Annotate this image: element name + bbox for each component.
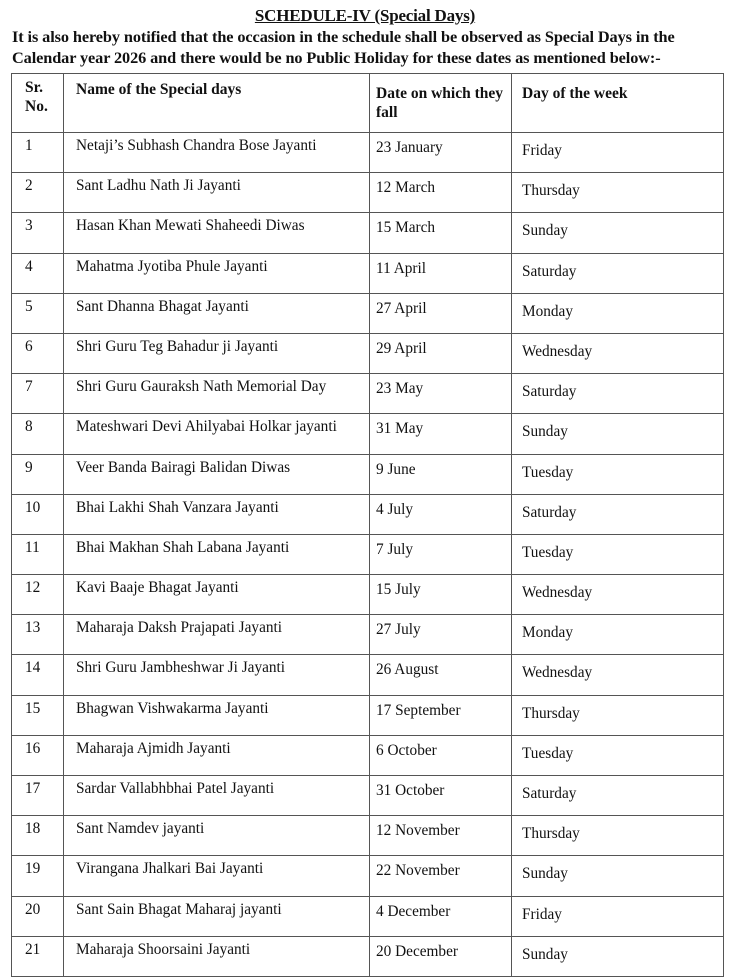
cell-date: 27 April xyxy=(370,293,512,333)
cell-day: Saturday xyxy=(512,374,724,414)
cell-sr-no: 13 xyxy=(12,615,64,655)
cell-date: 26 August xyxy=(370,655,512,695)
table-row xyxy=(12,615,724,655)
cell-sr-no: 3 xyxy=(12,213,64,253)
cell-name: Sant Namdev jayanti xyxy=(64,816,370,856)
table-row xyxy=(12,454,724,494)
cell-name: Sardar Vallabhbhai Patel Jayanti xyxy=(64,776,370,816)
cell-date: 9 June xyxy=(370,454,512,494)
cell-sr-no: 6 xyxy=(12,333,64,373)
table-row xyxy=(12,575,724,615)
cell-name: Maharaja Shoorsaini Jayanti xyxy=(64,936,370,976)
cell-day: Wednesday xyxy=(512,655,724,695)
header-name: Name of the Special days xyxy=(64,74,370,133)
cell-date: 4 December xyxy=(370,896,512,936)
cell-date: 12 November xyxy=(370,816,512,856)
table-row xyxy=(12,374,724,414)
cell-sr-no: 7 xyxy=(12,374,64,414)
table-row xyxy=(12,776,724,816)
table-row xyxy=(12,856,724,896)
cell-day: Sunday xyxy=(512,936,724,976)
cell-sr-no: 20 xyxy=(12,896,64,936)
cell-sr-no: 1 xyxy=(12,133,64,173)
cell-name: Maharaja Ajmidh Jayanti xyxy=(64,735,370,775)
table-row xyxy=(12,414,724,454)
cell-name: Mahatma Jyotiba Phule Jayanti xyxy=(64,253,370,293)
cell-sr-no: 16 xyxy=(12,735,64,775)
cell-date: 12 March xyxy=(370,173,512,213)
cell-date: 11 April xyxy=(370,253,512,293)
header-day: Day of the week xyxy=(512,74,724,133)
cell-day: Saturday xyxy=(512,494,724,534)
cell-day: Friday xyxy=(512,133,724,173)
table-row xyxy=(12,173,724,213)
cell-date: 7 July xyxy=(370,534,512,574)
cell-name: Sant Sain Bhagat Maharaj jayanti xyxy=(64,896,370,936)
cell-name: Bhai Makhan Shah Labana Jayanti xyxy=(64,534,370,574)
cell-date: 29 April xyxy=(370,333,512,373)
cell-sr-no: 18 xyxy=(12,816,64,856)
cell-date: 15 July xyxy=(370,575,512,615)
cell-name: Shri Guru Jambheshwar Ji Jayanti xyxy=(64,655,370,695)
cell-name: Virangana Jhalkari Bai Jayanti xyxy=(64,856,370,896)
cell-day: Tuesday xyxy=(512,534,724,574)
cell-sr-no: 4 xyxy=(12,253,64,293)
cell-sr-no: 15 xyxy=(12,695,64,735)
cell-sr-no: 2 xyxy=(12,173,64,213)
intro-paragraph: It is also hereby notified that the occasion in the schedule shall be observed as Special Days in the Calendar year 2026 and there would be no Public Holiday for these dates as mentioned below:- xyxy=(12,27,675,67)
cell-date: 31 May xyxy=(370,414,512,454)
cell-date: 20 December xyxy=(370,936,512,976)
cell-day: Monday xyxy=(512,615,724,655)
table-row xyxy=(12,133,724,173)
table-row xyxy=(12,695,724,735)
table-row xyxy=(12,333,724,373)
cell-date: 31 October xyxy=(370,776,512,816)
cell-name: Netaji’s Subhash Chandra Bose Jayanti xyxy=(64,133,370,173)
cell-date: 6 October xyxy=(370,735,512,775)
header-date: Date on which they fall xyxy=(370,74,512,133)
cell-sr-no: 19 xyxy=(12,856,64,896)
cell-day: Thursday xyxy=(512,816,724,856)
table-row xyxy=(12,213,724,253)
cell-sr-no: 14 xyxy=(12,655,64,695)
cell-day: Sunday xyxy=(512,856,724,896)
cell-date: 27 July xyxy=(370,615,512,655)
cell-sr-no: 21 xyxy=(12,936,64,976)
cell-name: Kavi Baaje Bhagat Jayanti xyxy=(64,575,370,615)
cell-name: Hasan Khan Mewati Shaheedi Diwas xyxy=(64,213,370,253)
cell-name: Maharaja Daksh Prajapati Jayanti xyxy=(64,615,370,655)
cell-sr-no: 11 xyxy=(12,534,64,574)
cell-name: Bhai Lakhi Shah Vanzara Jayanti xyxy=(64,494,370,534)
cell-date: 23 January xyxy=(370,133,512,173)
cell-day: Saturday xyxy=(512,253,724,293)
cell-day: Wednesday xyxy=(512,575,724,615)
cell-day: Tuesday xyxy=(512,454,724,494)
table-row xyxy=(12,253,724,293)
table-row xyxy=(12,936,724,976)
table-row xyxy=(12,655,724,695)
cell-day: Sunday xyxy=(512,213,724,253)
table-row xyxy=(12,534,724,574)
document-title-text: SCHEDULE-IV (Special Days) xyxy=(254,6,476,25)
table-row xyxy=(12,293,724,333)
cell-day: Monday xyxy=(512,293,724,333)
cell-name: Shri Guru Gauraksh Nath Memorial Day xyxy=(64,374,370,414)
cell-name: Veer Banda Bairagi Balidan Diwas xyxy=(64,454,370,494)
cell-day: Saturday xyxy=(512,776,724,816)
cell-sr-no: 17 xyxy=(12,776,64,816)
cell-day: Friday xyxy=(512,896,724,936)
special-days-table xyxy=(11,73,724,977)
cell-date: 22 November xyxy=(370,856,512,896)
cell-date: 23 May xyxy=(370,374,512,414)
cell-date: 15 March xyxy=(370,213,512,253)
cell-day: Thursday xyxy=(512,173,724,213)
table-row xyxy=(12,735,724,775)
table-row xyxy=(12,816,724,856)
table-row xyxy=(12,494,724,534)
cell-date: 4 July xyxy=(370,494,512,534)
cell-day: Tuesday xyxy=(512,735,724,775)
cell-sr-no: 5 xyxy=(12,293,64,333)
table-header-row xyxy=(12,74,724,133)
document-title xyxy=(0,6,730,26)
cell-sr-no: 9 xyxy=(12,454,64,494)
cell-day: Wednesday xyxy=(512,333,724,373)
cell-name: Shri Guru Teg Bahadur ji Jayanti xyxy=(64,333,370,373)
cell-day: Thursday xyxy=(512,695,724,735)
table-row xyxy=(12,896,724,936)
cell-name: Sant Dhanna Bhagat Jayanti xyxy=(64,293,370,333)
header-sr-no: Sr. No. xyxy=(12,74,64,133)
cell-date: 17 September xyxy=(370,695,512,735)
cell-name: Mateshwari Devi Ahilyabai Holkar jayanti xyxy=(64,414,370,454)
cell-name: Bhagwan Vishwakarma Jayanti xyxy=(64,695,370,735)
cell-sr-no: 8 xyxy=(12,414,64,454)
cell-name: Sant Ladhu Nath Ji Jayanti xyxy=(64,173,370,213)
cell-sr-no: 10 xyxy=(12,494,64,534)
cell-sr-no: 12 xyxy=(12,575,64,615)
cell-day: Sunday xyxy=(512,414,724,454)
